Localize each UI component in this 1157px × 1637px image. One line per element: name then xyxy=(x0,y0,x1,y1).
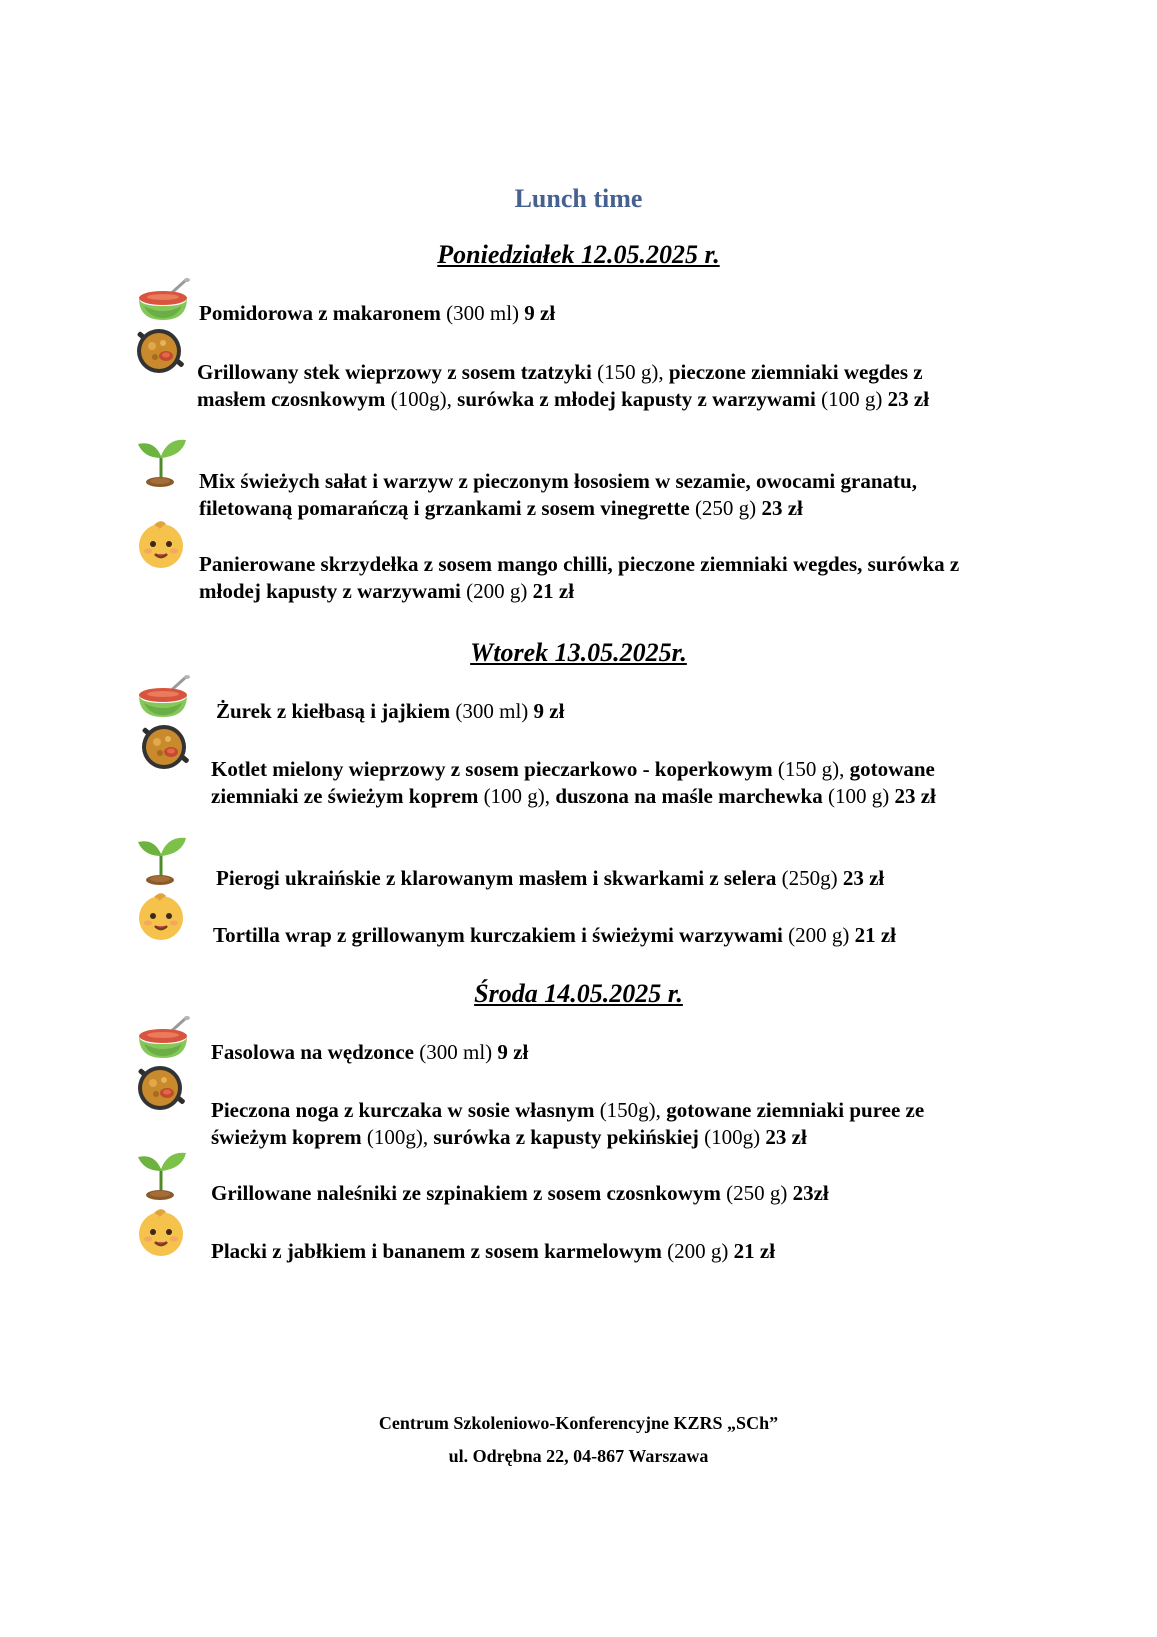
paella-pan-icon xyxy=(138,721,194,777)
item-text-bold: Placki z jabłkiem i bananem z sosem karmelowym xyxy=(211,1239,662,1263)
menu-item xyxy=(213,922,983,949)
item-text-detail: (250g) xyxy=(776,866,843,890)
item-text-detail: (250 g) xyxy=(720,1181,793,1205)
item-text-bold: 23 zł xyxy=(887,387,930,411)
item-text-bold: surówka z młodej kapusty z warzywami xyxy=(457,387,816,411)
item-text-bold: 9 zł xyxy=(524,301,556,325)
menu-item xyxy=(199,300,989,327)
item-text-bold: 21 zł xyxy=(733,1239,776,1263)
page-title: Lunch time xyxy=(514,184,643,213)
item-text-bold: 21 zł xyxy=(854,923,896,947)
baby-face-icon xyxy=(134,1204,190,1260)
footer-organization: Centrum Szkoleniowo-Konferencyjne KZRS „SCh” xyxy=(378,1413,779,1433)
menu-item xyxy=(199,551,989,605)
day-heading: Poniedziałek 12.05.2025 r. xyxy=(437,240,720,269)
item-text-detail: (300 ml) xyxy=(414,1040,498,1064)
day-heading: Wtorek 13.05.2025r. xyxy=(470,638,687,667)
item-text-bold: 23 zł xyxy=(765,1125,807,1149)
item-text-bold: Kotlet mielony wieprzowy z sosem pieczarkowo - koperkowym xyxy=(211,757,773,781)
menu-item xyxy=(211,1039,986,1066)
item-text-bold: 21 zł xyxy=(532,579,575,603)
item-text-bold: 9 zł xyxy=(497,1040,529,1064)
item-text-bold: 23zł xyxy=(792,1181,829,1205)
menu-item xyxy=(216,865,986,892)
soup-bowl-icon xyxy=(136,276,192,332)
item-text-bold: Fasolowa na wędzonce xyxy=(211,1040,414,1064)
item-text-detail: (150 g), xyxy=(591,360,669,384)
item-text-bold: pieczone ziemniaki wegdes z masłem czosnkowym xyxy=(197,360,923,411)
menu-item xyxy=(211,1097,986,1151)
menu-item xyxy=(211,1180,986,1207)
item-text-bold: Pomidorowa z makaronem xyxy=(199,301,441,325)
menu-item xyxy=(216,698,986,725)
menu-item xyxy=(211,756,986,810)
item-text-bold: 23 zł xyxy=(761,496,803,520)
item-text-detail: (100g), xyxy=(361,1125,434,1149)
footer-address: ul. Odrębna 22, 04-867 Warszawa xyxy=(448,1446,709,1466)
item-text-detail: (100 g) xyxy=(815,387,888,411)
item-text-bold: duszona na maśle marchewka xyxy=(555,784,823,808)
item-text-detail: (250 g) xyxy=(689,496,762,520)
item-text-bold: gotowane ziemniaki ze świeżym koprem xyxy=(211,757,935,808)
item-text-detail: (200 g) xyxy=(661,1239,734,1263)
item-text-bold: Pierogi ukraińskie z klarowanym masłem i skwarkami z selera xyxy=(216,866,777,890)
item-text-detail: (100 g) xyxy=(822,784,895,808)
item-text-detail: (200 g) xyxy=(782,923,855,947)
paella-pan-icon xyxy=(133,325,189,381)
item-text-detail: (300 ml) xyxy=(450,699,534,723)
item-text-bold: Żurek z kiełbasą i jajkiem xyxy=(216,699,451,723)
item-text-detail: (150 g), xyxy=(772,757,850,781)
baby-face-icon xyxy=(134,888,190,944)
baby-face-icon xyxy=(134,516,190,572)
seedling-icon xyxy=(134,832,190,888)
item-text-detail: (100g), xyxy=(385,387,458,411)
item-text-detail: (150g), xyxy=(594,1098,667,1122)
menu-item xyxy=(199,468,989,522)
menu-item xyxy=(211,1238,986,1265)
seedling-icon xyxy=(134,1147,190,1203)
item-text-detail: (100 g), xyxy=(478,784,556,808)
item-text-bold: Mix świeżych sałat i warzyw z pieczonym łososiem w sezamie, owocami granatu, filetowaną pomarańczą i grzankami z sosem vinegrette xyxy=(199,469,917,520)
item-text-bold: Pieczona noga z kurczaka w sosie własnym xyxy=(211,1098,595,1122)
item-text-bold: Grillowany stek wieprzowy z sosem tzatzyki xyxy=(197,360,592,384)
menu-item xyxy=(197,359,987,413)
item-text-bold: 23 zł xyxy=(842,866,885,890)
item-text-bold: Grillowane naleśniki ze szpinakiem z sosem czosnkowym xyxy=(211,1181,721,1205)
item-text-bold: 23 zł xyxy=(894,784,936,808)
item-text-detail: (200 g) xyxy=(460,579,533,603)
item-text-detail: (300 ml) xyxy=(440,301,525,325)
paella-pan-icon xyxy=(134,1062,190,1118)
seedling-icon xyxy=(134,434,190,490)
item-text-bold: gotowane ziemniaki puree ze świeżym koprem xyxy=(211,1098,925,1149)
item-text-bold: Panierowane skrzydełka z sosem mango chilli, pieczone ziemniaki wegdes, surówka z młodej kapusty z warzywami xyxy=(199,552,960,603)
day-heading: Środa 14.05.2025 r. xyxy=(474,979,683,1008)
item-text-bold: surówka z kapusty pekińskiej xyxy=(433,1125,699,1149)
item-text-detail: (100g) xyxy=(698,1125,766,1149)
item-text-bold: Tortilla wrap z grillowanym kurczakiem i świeżymi warzywami xyxy=(213,923,783,947)
item-text-bold: 9 zł xyxy=(533,699,565,723)
